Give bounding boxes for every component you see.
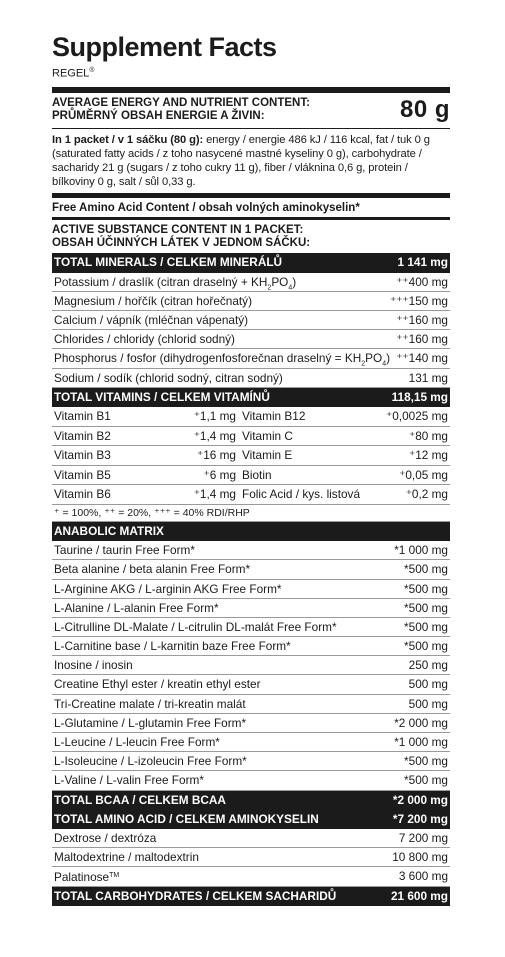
vitamin-row	[52, 485, 450, 505]
mineral-value: ⁺⁺⁺150 mg	[389, 293, 448, 308]
supplement-facts-panel	[52, 26, 450, 906]
minerals-header: TOTAL MINERALS / CELKEM MINERÁLŮ	[54, 255, 283, 270]
total-bcaa-value: *2 000 mg	[392, 792, 448, 807]
mineral-value: ⁺⁺160 mg	[396, 332, 448, 347]
vitamin-cell	[242, 407, 448, 426]
anabolic-row	[52, 695, 450, 714]
anabolic-row	[52, 752, 450, 771]
vitamin-name: Vitamin B6	[54, 487, 111, 502]
total-bcaa-row	[52, 791, 450, 810]
energy-section	[52, 93, 450, 129]
vitamin-value: ⁺1,1 mg	[193, 408, 236, 423]
ingredient-value: 250 mg	[408, 658, 448, 673]
mineral-name-text: Calcium / vápník (mléčnan vápenatý)	[54, 313, 249, 328]
vitamin-row	[52, 427, 450, 447]
anabolic-row	[52, 580, 450, 599]
anabolic-header-row	[52, 522, 450, 541]
anabolic-row	[52, 541, 450, 560]
anabolic-row	[52, 656, 450, 675]
ingredient-name: Taurine / taurin Free Form*	[54, 543, 195, 558]
vitamin-cell	[242, 446, 448, 465]
mineral-value: ⁺⁺400 mg	[396, 274, 448, 289]
anabolic-list	[52, 541, 450, 790]
vitamin-value: ⁺1,4 mg	[193, 428, 236, 443]
carb-name-text: Maltodextrine / maltodextrin	[54, 850, 199, 865]
trademark-mark: TM	[109, 872, 120, 880]
vitamin-name: Biotin	[242, 467, 272, 482]
anabolic-row	[52, 771, 450, 790]
active-heading-en: ACTIVE SUBSTANCE CONTENT IN 1 PACKET:	[52, 224, 304, 237]
mineral-name	[54, 292, 252, 310]
anabolic-row	[52, 637, 450, 656]
ingredient-value: *1 000 mg	[394, 735, 448, 749]
ingredient-value: 500 mg	[408, 696, 448, 711]
total-amino-label: TOTAL AMINO ACID / CELKEM AMINOKYSELIN	[54, 811, 319, 826]
anabolic-row	[52, 733, 450, 752]
formula-part: PO	[365, 351, 383, 366]
vitamin-value: ⁺16 mg	[196, 448, 236, 463]
ingredient-name: L-Alanine / L-alanin Free Form*	[54, 600, 219, 615]
subscript: 4	[288, 284, 293, 292]
vitamins-list	[52, 407, 450, 505]
mineral-name-text: Potassium / draslík (citran draselný + KH	[54, 274, 268, 289]
ingredient-name: L-Glutamine / L-glutamin Free Form*	[54, 715, 247, 730]
vitamins-header: TOTAL VITAMINS / CELKEM VITAMÍNŮ	[54, 389, 270, 404]
energy-label-cz: PRŮMĚRNÝ OBSAH ENERGIE A ŽIVIN:	[52, 109, 265, 122]
vitamin-value: ⁺0,2 mg	[405, 487, 448, 502]
vitamin-name: Vitamin B3	[54, 448, 111, 463]
carb-row	[52, 848, 450, 867]
vitamin-name: Vitamin B12	[242, 408, 306, 423]
ingredient-name: Tri-Creatine malate / tri-kreatin malát	[54, 696, 246, 711]
ingredient-name: L-Isoleucine / L-izoleucin Free Form*	[54, 754, 247, 769]
ingredient-name: L-Arginine AKG / L-arginin AKG Free Form*	[54, 581, 282, 596]
anabolic-row	[52, 599, 450, 618]
packet-lead: In 1 packet / v 1 sáčku (80 g):	[52, 133, 204, 146]
mineral-row	[52, 349, 450, 368]
ingredient-value: *500 mg	[404, 581, 448, 596]
vitamin-cell	[242, 466, 448, 485]
ingredient-value: *500 mg	[404, 754, 448, 769]
packet-details: energy / energie 486 kJ / 116 kcal, fat / tuk 0 g (saturated fatty acids / z toho nasycené mastné kyseliny 0 g), carbohydrate / sacharidy 21 g (sugars / z toho cukry 11 g), fiber / vláknina 0,6 g, protein / bílkoviny 0 g, salt / sůl 0,33 g.	[52, 133, 430, 189]
vitamin-name: Vitamin C	[242, 428, 293, 443]
mineral-row	[52, 311, 450, 330]
minerals-total: 1 141 mg	[397, 255, 448, 270]
packet-nutrition-text	[52, 129, 450, 199]
subscript: 4	[382, 360, 387, 368]
subscript: 2	[267, 284, 272, 292]
registered-mark: ®	[89, 67, 95, 74]
anabolic-row	[52, 560, 450, 579]
active-heading-cz: OBSAH ÚČINNÝCH LÁTEK V JEDNOM SÁČKU:	[52, 237, 311, 250]
mineral-name-text: Sodium / sodík (chlorid sodný, citran sodný)	[54, 370, 283, 385]
anabolic-row	[52, 618, 450, 637]
brand-name: REGEL	[52, 67, 90, 80]
mineral-name-text: Phosphorus / fosfor (dihydrogenfosforečnan draselný = KH	[54, 351, 362, 366]
vitamin-row	[52, 407, 450, 427]
minerals-list	[52, 273, 450, 388]
energy-label	[52, 97, 310, 123]
total-carbs-row	[52, 887, 450, 906]
mineral-name	[54, 349, 390, 367]
carb-value: 3 600 mg	[398, 869, 448, 884]
vitamin-value: ⁺80 mg	[408, 428, 448, 443]
ingredient-name: Creatine Ethyl ester / kreatin ethyl ester	[54, 677, 261, 692]
carb-name-text: Dextrose / dextróza	[54, 830, 157, 845]
carb-row	[52, 829, 450, 848]
vitamin-row	[52, 446, 450, 466]
carb-row	[52, 867, 450, 886]
vitamin-name: Folic Acid / kys. listová	[242, 487, 361, 502]
minerals-header-row	[52, 253, 450, 272]
ingredient-value: *500 mg	[404, 562, 448, 577]
total-bcaa-label: TOTAL BCAA / CELKEM BCAA	[54, 792, 226, 807]
ingredient-value: *500 mg	[404, 773, 448, 788]
ingredient-value: *500 mg	[404, 639, 448, 654]
mineral-value: ⁺⁺160 mg	[396, 313, 448, 328]
anabolic-row	[52, 675, 450, 694]
rdi-footnote: ⁺ = 100%, ⁺⁺ = 20%, ⁺⁺⁺ = 40% RDI/RHP	[52, 505, 450, 522]
ingredient-name: Inosine / inosin	[54, 658, 133, 673]
carb-name	[54, 848, 199, 866]
vitamin-value: ⁺0,05 mg	[399, 467, 448, 482]
anabolic-row	[52, 714, 450, 733]
brand-line	[52, 64, 450, 81]
mineral-row	[52, 273, 450, 292]
total-amino-value: *7 200 mg	[392, 811, 448, 826]
mineral-value: ⁺⁺140 mg	[396, 351, 448, 366]
mineral-name-text: Chlorides / chloridy (chlorid sodný)	[54, 332, 235, 347]
mineral-row	[52, 369, 450, 388]
vitamin-name: Vitamin B2	[54, 428, 111, 443]
vitamin-value: ⁺12 mg	[408, 448, 448, 463]
ingredient-name: L-Citrulline DL-Malate / L-citrulin DL-malát Free Form*	[54, 619, 337, 634]
ingredient-value: *500 mg	[404, 600, 448, 615]
carb-name-text: Palatinose	[54, 870, 110, 885]
vitamin-cell	[54, 446, 242, 465]
formula-close: )	[292, 274, 297, 289]
vitamin-value: ⁺0,0025 mg	[386, 408, 448, 423]
active-substance-heading	[52, 220, 450, 253]
carbs-list	[52, 829, 450, 887]
carb-name	[54, 867, 119, 885]
vitamin-cell	[242, 427, 448, 446]
total-carbs-label: TOTAL CARBOHYDRATES / CELKEM SACHARIDŮ	[54, 888, 337, 903]
vitamin-cell	[54, 466, 242, 485]
mineral-row	[52, 292, 450, 311]
vitamin-name: Vitamin B1	[54, 408, 111, 423]
subscript: 2	[361, 360, 366, 368]
ingredient-value: *500 mg	[404, 619, 448, 634]
mineral-name	[54, 369, 283, 387]
ingredient-value: *2 000 mg	[394, 715, 448, 730]
total-carbs-value: 21 600 mg	[390, 888, 448, 903]
total-amino-row	[52, 810, 450, 829]
free-amino-note: Free Amino Acid Content / obsah volných aminokyselin*	[52, 198, 450, 220]
vitamin-value: ⁺6 mg	[203, 467, 236, 482]
carb-value: 7 200 mg	[398, 830, 448, 845]
vitamins-header-row	[52, 388, 450, 407]
vitamin-cell	[242, 485, 448, 504]
ingredient-value: 500 mg	[408, 677, 448, 692]
ingredient-name: L-Leucine / L-leucin Free Form*	[54, 735, 220, 749]
mineral-name	[54, 273, 296, 291]
vitamins-total: 118,15 mg	[391, 389, 448, 404]
vitamin-row	[52, 466, 450, 486]
mineral-name-text: Magnesium / hořčík (citran hořečnatý)	[54, 293, 253, 308]
vitamin-cell	[54, 427, 242, 446]
mineral-name	[54, 330, 235, 348]
formula-close: )	[386, 351, 391, 366]
vitamin-name: Vitamin B5	[54, 467, 111, 482]
anabolic-header: ANABOLIC MATRIX	[54, 523, 164, 538]
mineral-name	[54, 311, 248, 329]
page-title: Supplement Facts	[52, 32, 277, 62]
mineral-row	[52, 330, 450, 349]
vitamin-cell	[54, 407, 242, 426]
carb-value: 10 800 mg	[392, 850, 448, 865]
ingredient-value: *1 000 mg	[394, 543, 448, 558]
mineral-value: 131 mg	[408, 370, 448, 385]
vitamin-name: Vitamin E	[242, 448, 293, 463]
ingredient-name: L-Carnitine base / L-karnitin baze Free Form*	[54, 639, 291, 654]
vitamin-value: ⁺1,4 mg	[193, 487, 236, 502]
energy-label-en: AVERAGE ENERGY AND NUTRIENT CONTENT:	[52, 96, 310, 109]
ingredient-name: Beta alanine / beta alanin Free Form*	[54, 562, 251, 577]
carb-name	[54, 829, 156, 847]
serving-amount: 80 g	[399, 95, 450, 123]
vitamin-cell	[54, 485, 242, 504]
ingredient-name: L-Valine / L-valin Free Form*	[54, 773, 204, 788]
formula-part: PO	[271, 274, 289, 289]
